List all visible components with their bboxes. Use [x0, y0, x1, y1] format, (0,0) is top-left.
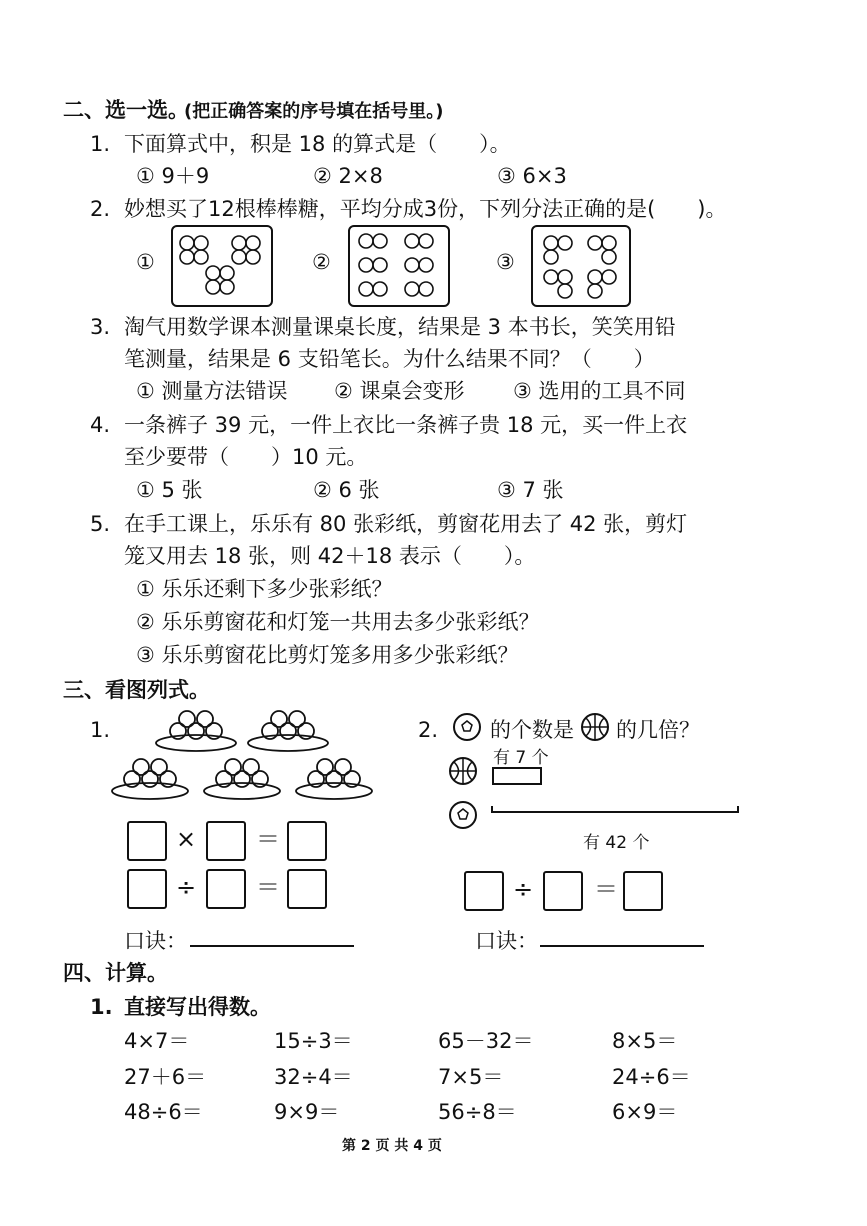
calc-item: 8×5＝ — [612, 1029, 678, 1053]
calc-item: 24÷6＝ — [612, 1065, 691, 1089]
choice-q5-option-1: ① 乐乐还剩下多少张彩纸？ — [136, 577, 393, 601]
choice-q2-marker-1: ① — [136, 250, 155, 274]
answer-box-3a[interactable] — [464, 871, 504, 911]
choice-q5-option-3: ③ 乐乐剪窗花比剪灯笼多用多少张彩纸？ — [136, 643, 519, 667]
lollipop-icons-3 — [533, 227, 629, 305]
lollipop-group-1 — [171, 225, 273, 307]
calc-q1-title: 直接写出得数。 — [124, 995, 271, 1019]
answer-box-1a[interactable] — [127, 821, 167, 861]
choice-q3-number: 3. — [90, 315, 111, 339]
calc-item: 65－32＝ — [438, 1029, 534, 1053]
soccer-ball-row-icon — [448, 800, 478, 830]
lollipop-icons-2 — [350, 227, 448, 305]
choice-q5-option-2: ② 乐乐剪窗花和灯笼一共用去多少张彩纸？ — [136, 610, 540, 634]
calc-q1-number: 1. — [90, 995, 113, 1019]
choice-q3-option-1: ① 测量方法错误 — [136, 379, 288, 403]
times-sign: × — [176, 825, 197, 853]
choice-q5-number: 5. — [90, 512, 111, 536]
section-3-title: 三、看图列式。 — [63, 678, 210, 702]
answer-box-1b[interactable] — [206, 821, 246, 861]
calc-item: 56÷8＝ — [438, 1100, 517, 1124]
lollipop-group-2 — [348, 225, 450, 307]
choice-q4-option-1: ① 5 张 — [136, 478, 203, 502]
basketball-icon — [580, 712, 610, 742]
choice-q1-option-3: ③ 6×3 — [497, 164, 567, 188]
equals-sign-3: ＝ — [594, 875, 618, 903]
answer-box-2b[interactable] — [206, 869, 246, 909]
choice-q4-option-3: ③ 7 张 — [497, 478, 564, 502]
koujue-answer-line-2[interactable] — [540, 945, 704, 947]
lollipop-group-3 — [531, 225, 631, 307]
answer-box-2a[interactable] — [127, 869, 167, 909]
choice-q2-marker-2: ② — [312, 250, 331, 274]
choice-q3-stem-line-2: 笔测量，结果是 6 支铅笔长。为什么结果不同？（ ） — [124, 347, 655, 371]
section-4-title: 四、计算。 — [63, 961, 168, 985]
apple-plates-icon — [110, 705, 380, 809]
choice-q3-stem-line-1: 淘气用数学课本测量课桌长度，结果是 3 本书长，笑笑用铅 — [124, 315, 676, 339]
calc-item: 6×9＝ — [612, 1100, 678, 1124]
choice-q1-number: 1. — [90, 132, 111, 156]
choice-q4-number: 4. — [90, 413, 111, 437]
choice-q4-option-2: ② 6 张 — [313, 478, 380, 502]
equals-sign-1: ＝ — [256, 825, 280, 853]
calc-item: 27＋6＝ — [124, 1065, 207, 1089]
soccer-ball-icon — [452, 712, 482, 742]
koujue-label-1: 口诀： — [124, 929, 187, 953]
answer-box-3c[interactable] — [623, 871, 663, 911]
choice-q4-stem-line-1: 一条裤子 39 元，一件上衣比一条裤子贵 18 元，买一件上衣 — [124, 413, 688, 437]
choice-q1-stem: 下面算式中，积是 18 的算式是（ ）。 — [124, 132, 511, 156]
picture-q1-number: 1. — [90, 718, 111, 742]
choice-q4-stem-line-2: 至少要带（ ）10 元。 — [124, 445, 368, 469]
picture-q2-text-2: 的几倍？ — [616, 718, 700, 742]
answer-box-1c[interactable] — [287, 821, 327, 861]
choice-q5-stem-line-2: 笼又用去 18 张，则 42＋18 表示（ ）。 — [124, 544, 536, 568]
section-2-title: 二、选一选。 — [63, 98, 189, 122]
calc-item: 15÷3＝ — [274, 1029, 353, 1053]
basketball-row-icon — [448, 756, 478, 786]
calc-item: 4×7＝ — [124, 1029, 190, 1053]
divide-sign-2: ÷ — [513, 875, 534, 903]
choice-q1-option-1: ① 9＋9 — [136, 164, 210, 188]
answer-box-3b[interactable] — [543, 871, 583, 911]
section-2-note: (把正确答案的序号填在括号里。) — [184, 101, 444, 122]
have-42-label: 有 42 个 — [583, 833, 650, 853]
choice-q3-option-3: ③ 选用的工具不同 — [513, 379, 686, 403]
calc-item: 48÷6＝ — [124, 1100, 203, 1124]
long-brace — [490, 804, 740, 824]
choice-q2-number: 2. — [90, 197, 111, 221]
choice-q5-stem-line-1: 在手工课上，乐乐有 80 张彩纸，剪窗花用去了 42 张，剪灯 — [124, 512, 688, 536]
calc-item: 7×5＝ — [438, 1065, 504, 1089]
divide-sign-1: ÷ — [176, 873, 197, 901]
choice-q3-option-2: ② 课桌会变形 — [334, 379, 465, 403]
short-bar — [492, 767, 542, 785]
calc-item: 32÷4＝ — [274, 1065, 353, 1089]
koujue-answer-line-1[interactable] — [190, 945, 354, 947]
lollipop-icons-1 — [173, 227, 271, 305]
choice-q1-option-2: ② 2×8 — [313, 164, 383, 188]
picture-q2-text-1: 的个数是 — [490, 718, 574, 742]
equals-sign-2: ＝ — [256, 873, 280, 901]
calc-item: 9×9＝ — [274, 1100, 340, 1124]
have-7-label: 有 7 个 — [493, 748, 549, 768]
koujue-label-2: 口诀： — [475, 929, 538, 953]
choice-q2-marker-3: ③ — [496, 250, 515, 274]
picture-q2-number: 2. — [418, 718, 439, 742]
choice-q2-stem: 妙想买了12根棒棒糖，平均分成3份，下列分法正确的是( )。 — [124, 197, 727, 221]
page-footer: 第 2 页 共 4 页 — [342, 1138, 442, 1154]
answer-box-2c[interactable] — [287, 869, 327, 909]
